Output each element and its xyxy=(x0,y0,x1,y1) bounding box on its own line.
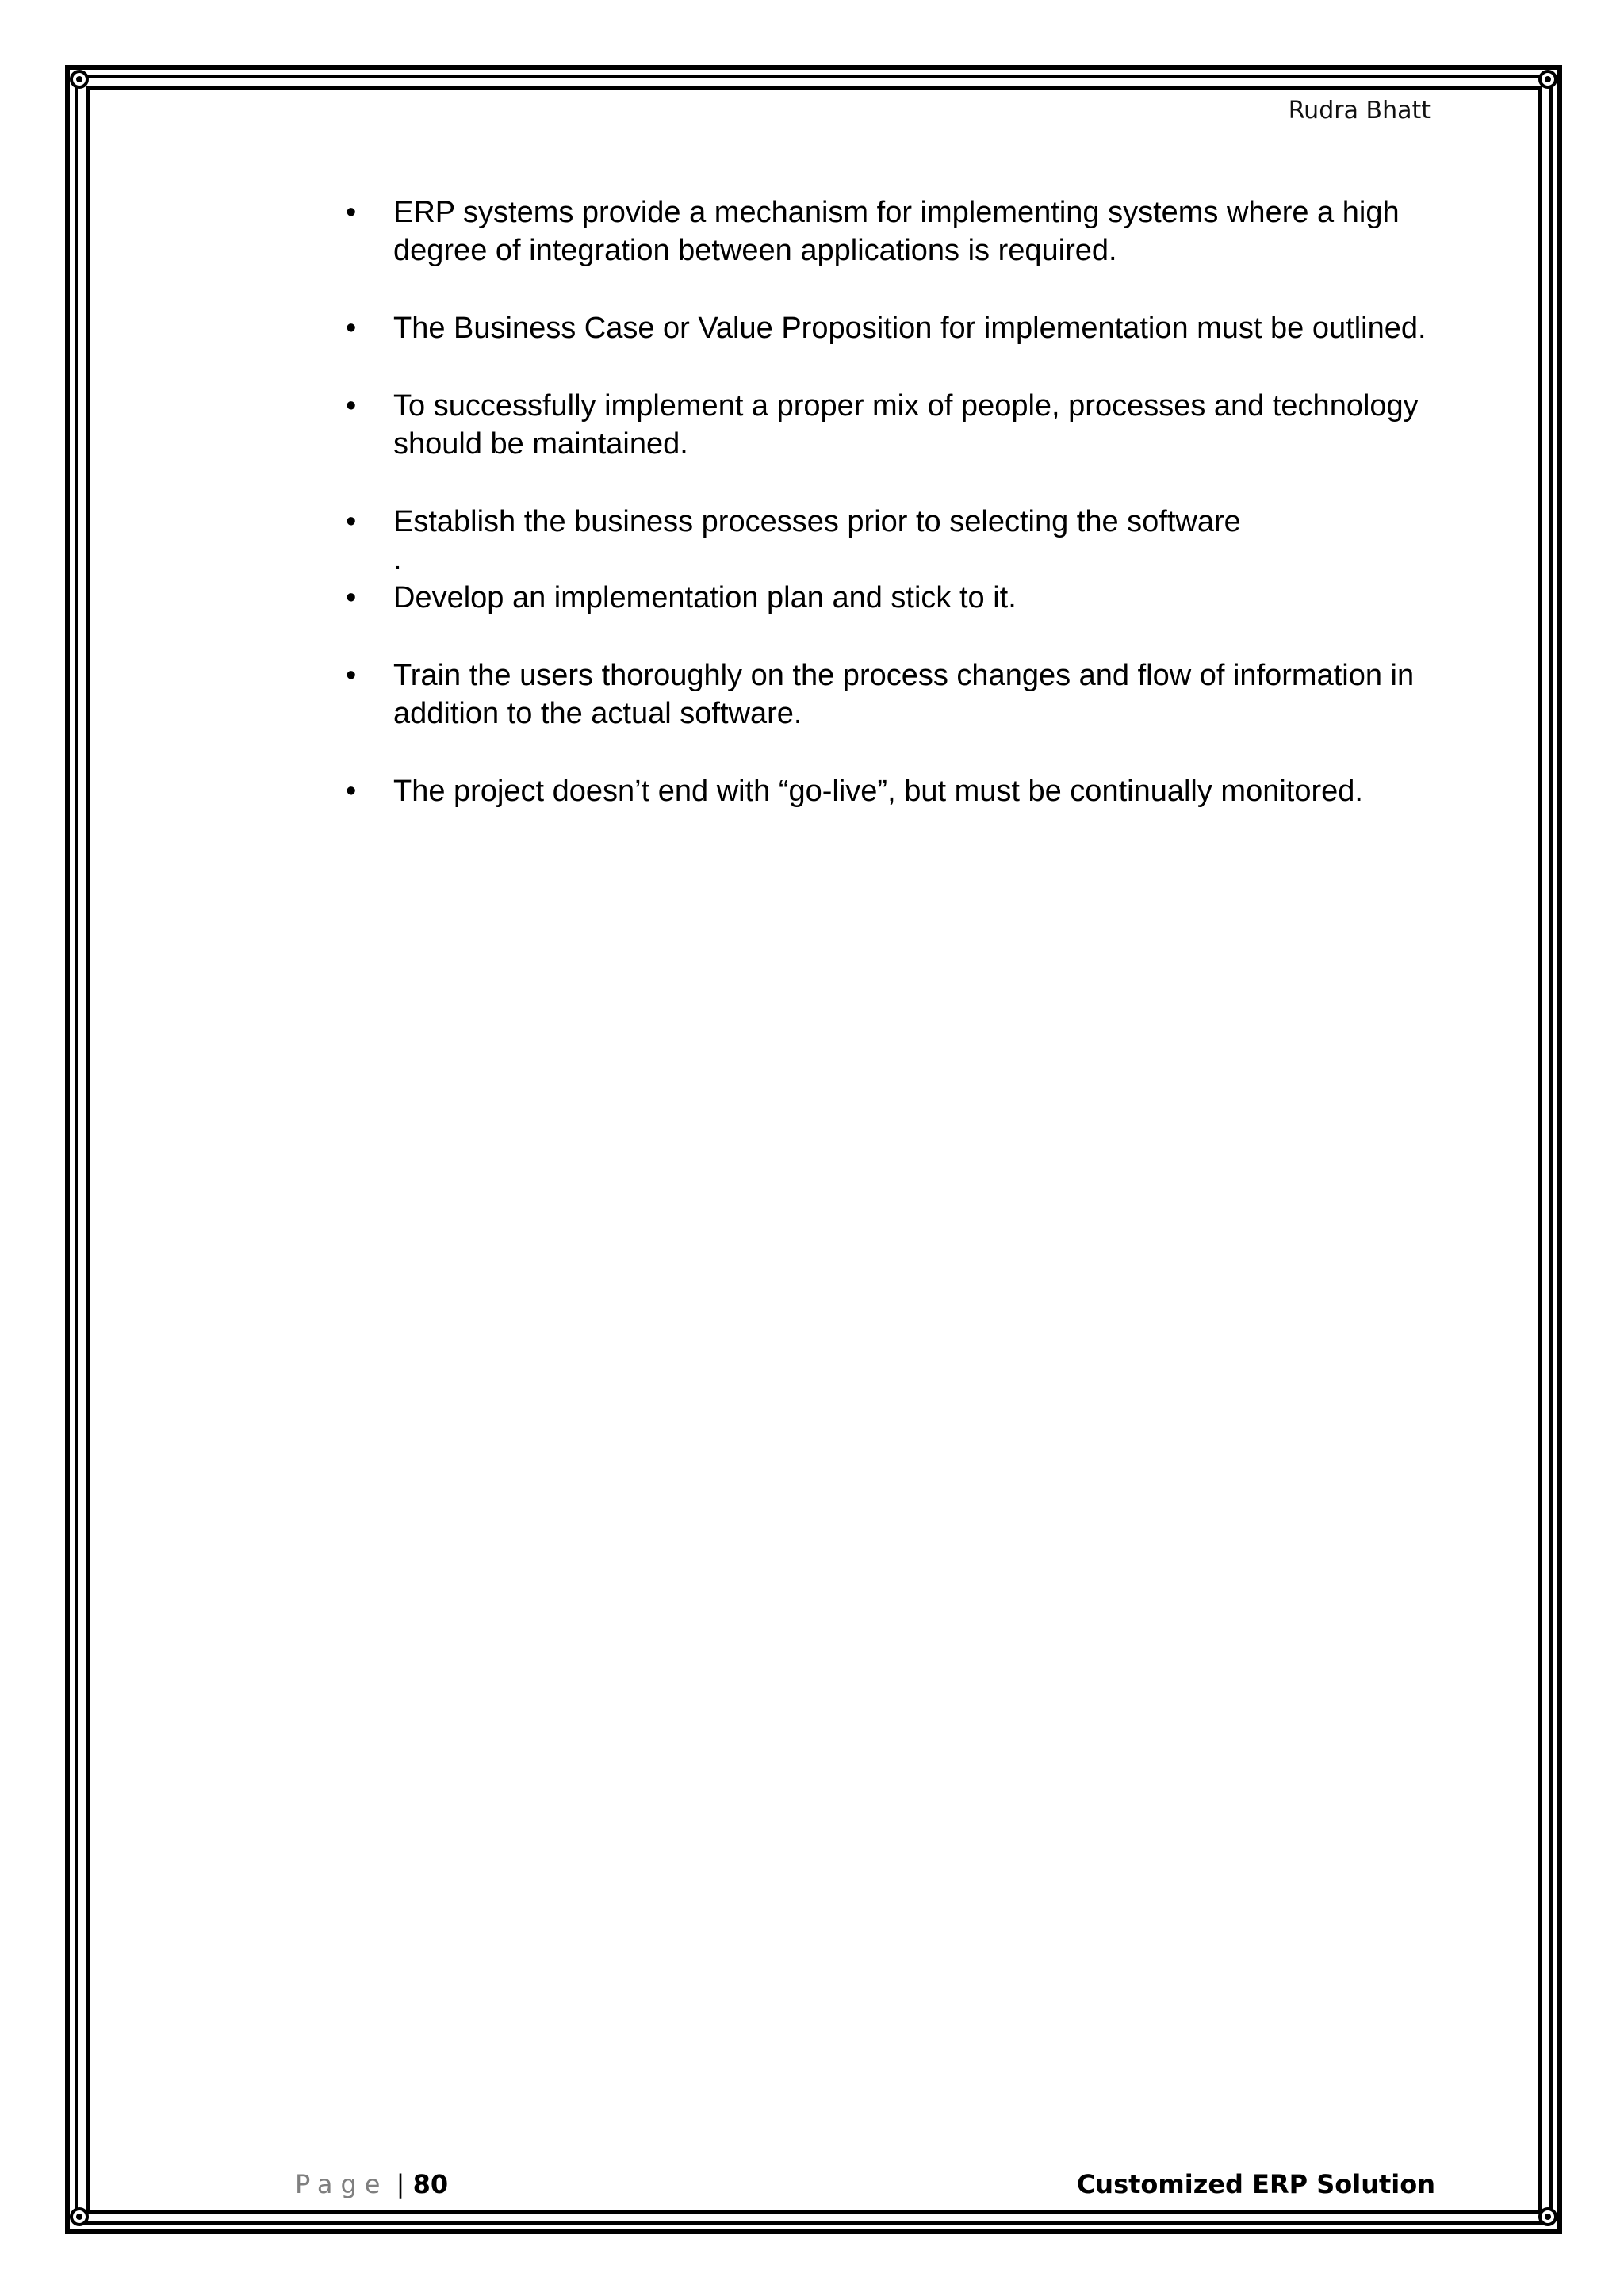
header-author: Rudra Bhatt xyxy=(1288,97,1431,124)
footer-page-label: Page xyxy=(295,2169,389,2199)
bullet-list xyxy=(341,193,1435,810)
list-item-text: The Business Case or Value Proposition for implementation must be outlined. xyxy=(393,312,1427,345)
corner-ornament-bottom-left xyxy=(70,2207,89,2226)
list-item-text: The project doesn’t end with “go-live”, but must be continually monitored. xyxy=(393,775,1363,808)
footer-page-number: 80 xyxy=(412,2169,449,2199)
bullet-icon: • xyxy=(346,196,357,229)
footer-document-title: Customized ERP Solution xyxy=(1076,2169,1435,2199)
bullet-icon: • xyxy=(346,312,357,345)
corner-ornament-top-left xyxy=(70,70,89,89)
list-item xyxy=(341,772,1435,810)
list-item-text: Train the users thoroughly on the process changes and flow of information in addition to the actual software. xyxy=(393,659,1415,730)
bullet-icon: • xyxy=(346,775,357,808)
corner-ornament-bottom-right xyxy=(1538,2207,1557,2226)
list-item xyxy=(341,387,1435,463)
bullet-icon: • xyxy=(346,505,357,538)
bullet-icon: • xyxy=(346,389,357,423)
list-item xyxy=(341,193,1435,270)
list-item xyxy=(341,309,1435,347)
stray-period: . xyxy=(393,543,402,576)
list-item-text: Develop an implementation plan and stick to it. xyxy=(393,581,1017,614)
bullet-icon: • xyxy=(346,581,357,614)
list-item-text: To successfully implement a proper mix of people, processes and technology should be maintained. xyxy=(393,389,1419,461)
page-content xyxy=(341,193,1435,850)
list-item-text: Establish the business processes prior to selecting the software xyxy=(393,505,1241,538)
page-footer xyxy=(295,2169,1435,2204)
corner-ornament-top-right xyxy=(1538,70,1557,89)
list-item xyxy=(341,656,1435,733)
footer-separator: | xyxy=(396,2169,405,2199)
list-item xyxy=(341,579,1435,617)
list-item-text: ERP systems provide a mechanism for implementing systems where a high degree of integration between applications is required. xyxy=(393,196,1400,267)
list-item xyxy=(341,503,1435,579)
bullet-icon: • xyxy=(346,659,357,692)
